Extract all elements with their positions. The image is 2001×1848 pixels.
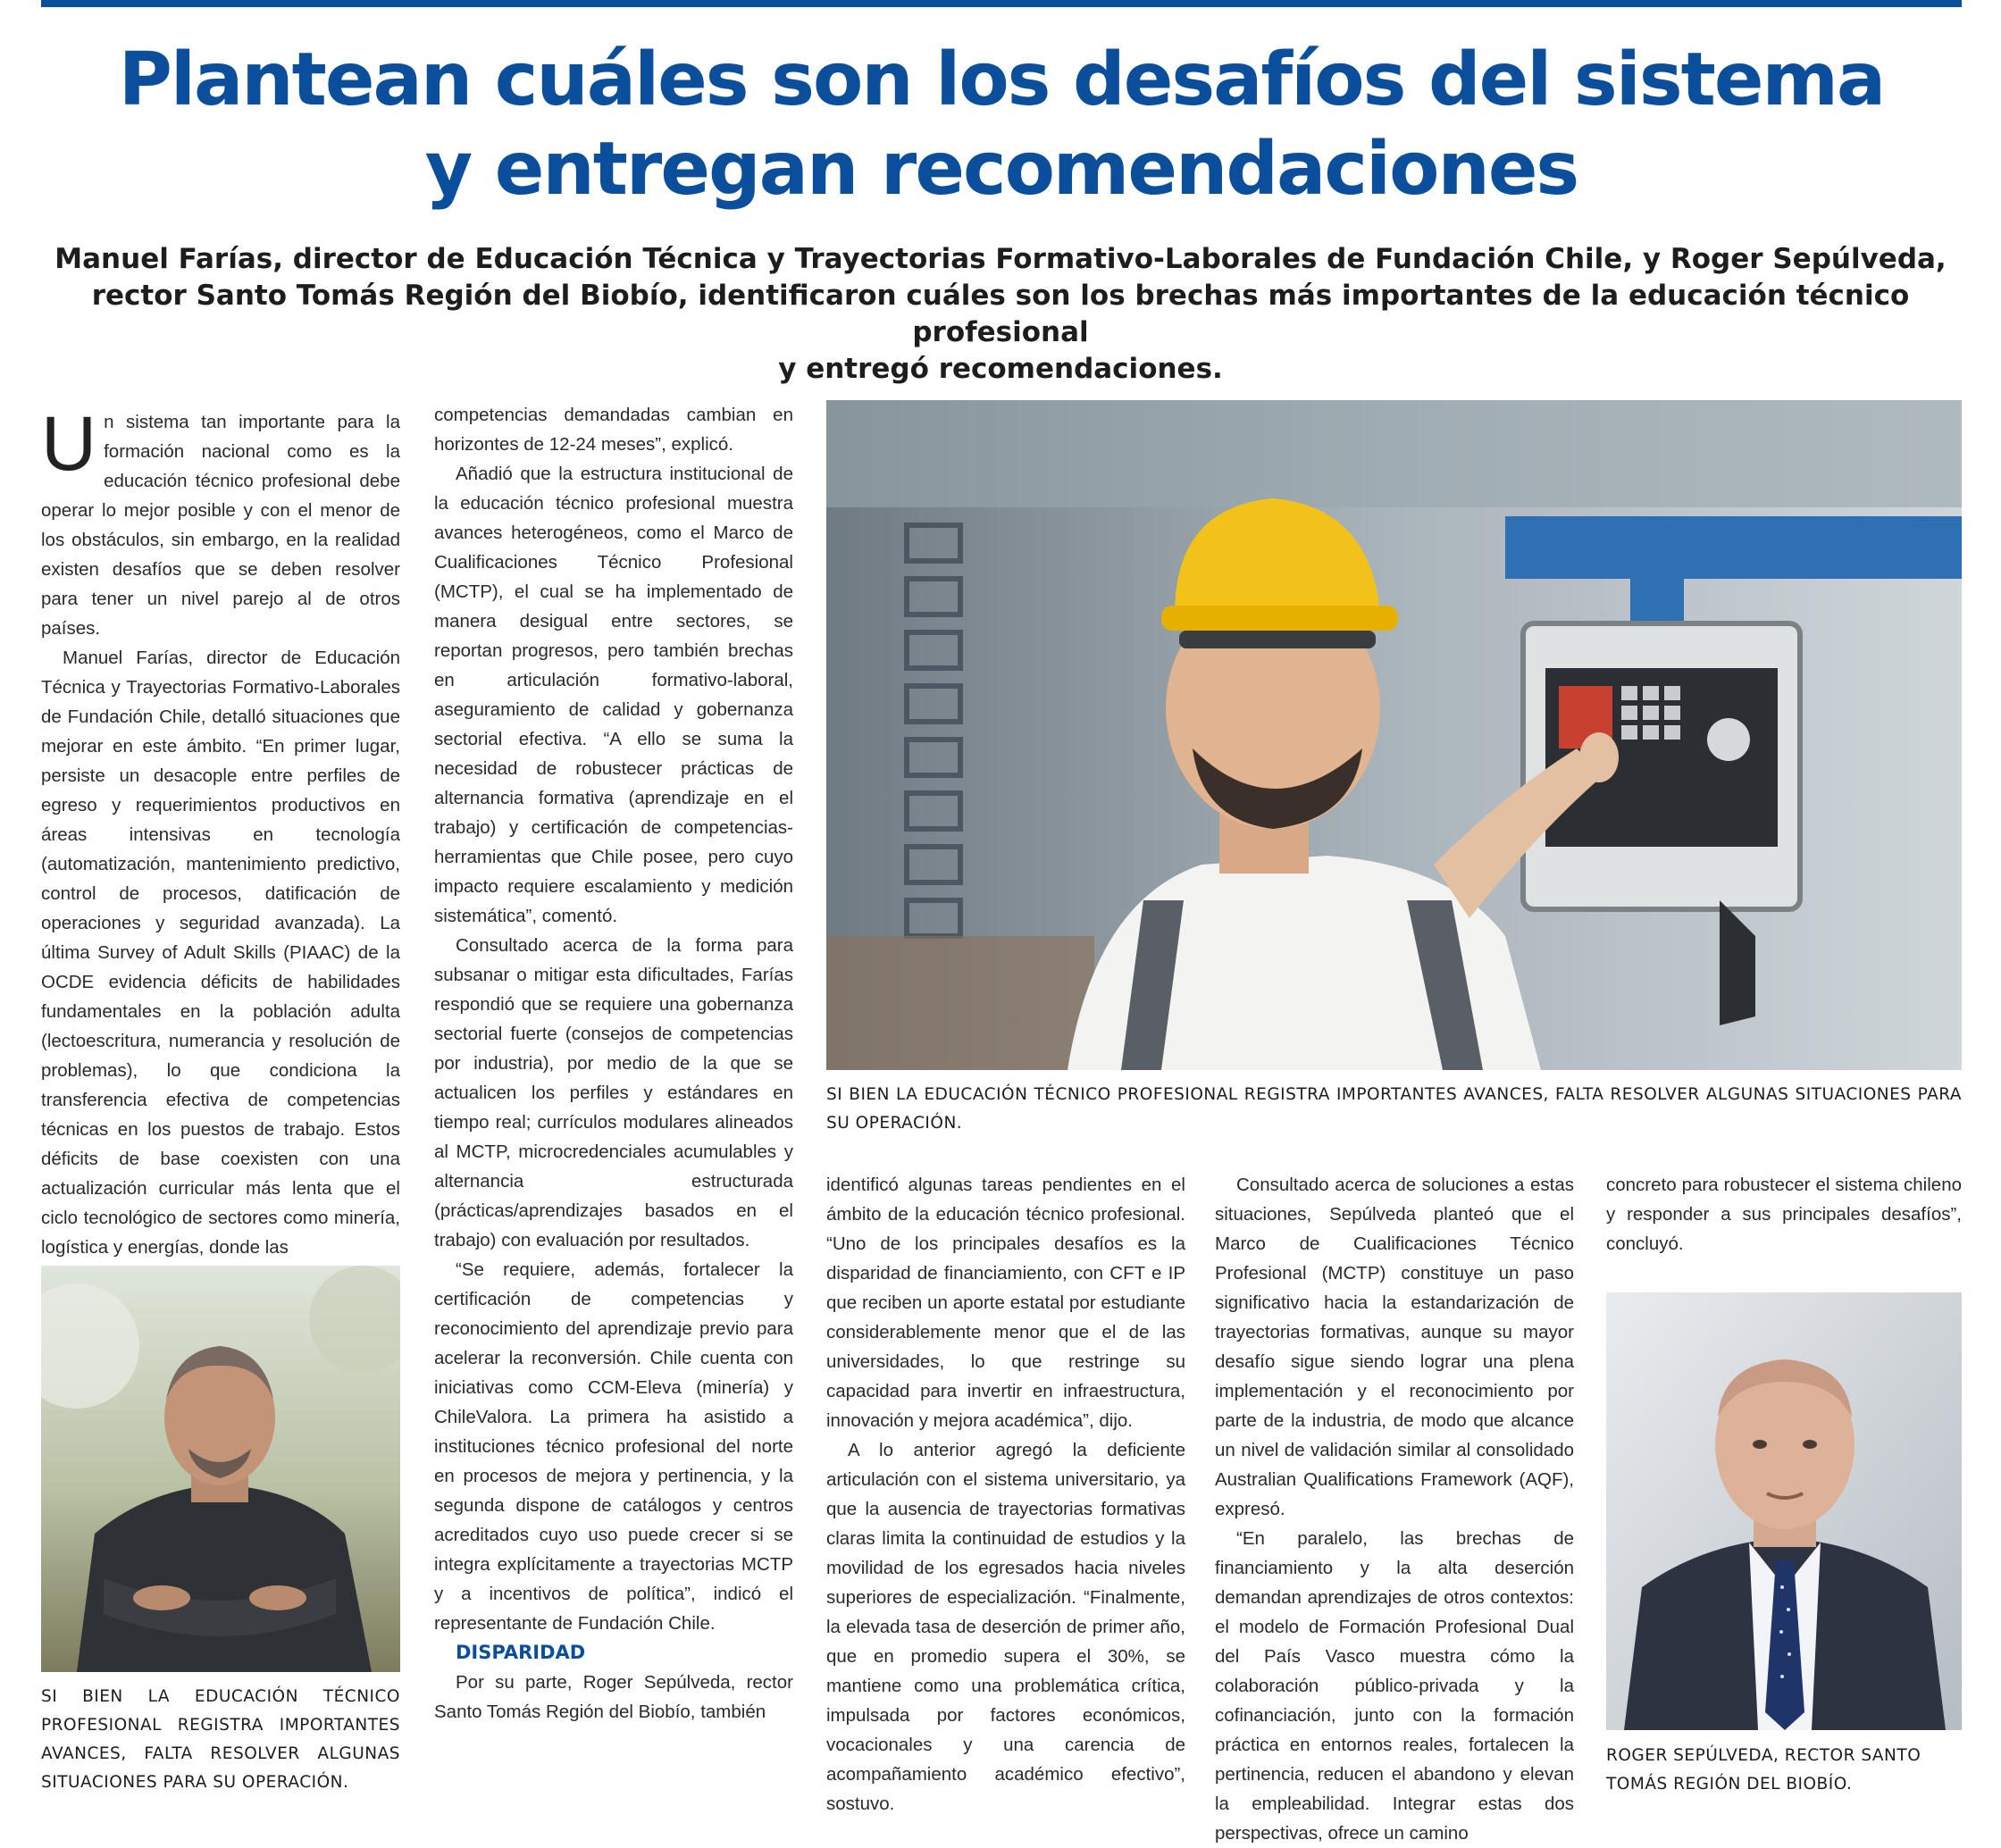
article-column-5 [1606, 1170, 1962, 1258]
column-1-paragraph-2: Manuel Farías, director de Educación Técnica y Trayectorias Formativo-Laborales de Fundación Chile, detalló situaciones que mejorar en este ámbito. “En primer lugar, persiste un desacople entre perfiles de egreso y requerimientos productivos en áreas intensivas en tecnología (automatización, mantenimiento predictivo, control de procesos, datificación de operaciones y seguridad avanzada). La última Survey of Adult Skills (PIAAC) de la OCDE evidencia déficits de habilidades fundamentales en la población adulta (lectoescritura, numerancia y resolución de problemas), lo que condiciona la transferencia efectiva de competencias técnicas en los puestos de trabajo. Estos déficits de base coexisten con una actualización curricular más lenta que el ciclo tecnológico de sectores como minería, logística y energías, donde las [41, 648, 400, 1258]
farias-photo-caption: SI BIEN LA EDUCACIÓN TÉCNICO PROFESIONAL REGISTRA IMPORTANTES AVANCES, FALTA RESOLVER ALGUNAS SITUACIONES PARA SU OPERACIÓN. [41, 1687, 400, 1792]
column-2-paragraph-5: Por su parte, Roger Sepúlveda, rector Santo Tomás Región del Biobío, también [434, 1672, 793, 1722]
headline-line-1: Plantean cuáles son los desafíos del sistema [118, 38, 1885, 122]
deck [54, 241, 1947, 388]
deck-line-2: rector Santo Tomás Región del Biobío, identificaron cuáles son los brechas más importantes de la educación técnico profesional [91, 280, 1910, 348]
headline [41, 36, 1962, 214]
headline-line-2: y entregan recomendaciones [424, 127, 1578, 212]
column-2-paragraph-4: “Se requiere, además, fortalecer la certificación de competencias y reconocimiento del aprendizaje previo para acelerar la reconversión. Chile cuenta con iniciativas como CCM-Eleva (minería) y ChileValora. La primera ha asistido a instituciones técnico profesional del norte en procesos de mejora y pertinencia, y la segunda dispone de catálogos y centros acreditados cuyo uso puede crecer si se integra explícitamente a trayectorias MCTP y a incentivos de política”, indicó el representante de Fundación Chile. [434, 1259, 793, 1634]
article-column-2 [434, 400, 793, 1727]
sepulveda-photo-caption: ROGER SEPÚLVEDA, RECTOR SANTO TOMÁS REGIÓN DEL BIOBÍO. [1606, 1746, 1921, 1794]
article-column-3 [826, 1170, 1185, 1819]
deck-line-3: y entregó recomendaciones. [778, 353, 1223, 385]
column-3-paragraph-1: identificó algunas tareas pendientes en el ámbito de la educación técnico profesional. “Uno de los principales desafíos es la disparidad de financiamiento, con CFT e IP que reciben un aporte estatal por estudiante considerablemente menor que el de las universidades, lo que restringe su capacidad para invertir en infraestructura, innovación y mejora académica”, dijo. [826, 1175, 1185, 1431]
column-4-paragraph-2: “En paralelo, las brechas de financiamiento y la alta deserción demandan aprendizajes de otros contextos: el modelo de Formación Profesional Dual del País Vasco muestra cómo la colaboración público-privada y la cofinanciación, junto con la formación práctica en entornos reales, fortalecen la pertinencia, reducen el abandono y elevan la empleabilidad. Integrar estas dos perspectivas, ofrece un camino [1215, 1528, 1574, 1844]
column-2-paragraph-3: Consultado acerca de la forma para subsanar o mitigar esta dificultades, Farías respondió que se requiere una gobernanza sectorial fuerte (consejos de competencias por industria), por medio de la que se actualicen los perfiles y estándares en tiempo real; currículos modulares alineados al MCTP, microcredenciales acumulables y alternancia estructurada (prácticas/aprendizajes basados en el trabajo) con evaluación por resultados. [434, 935, 793, 1250]
article-column-4 [1215, 1170, 1574, 1848]
main-photo-caption: SI BIEN LA EDUCACIÓN TÉCNICO PROFESIONAL REGISTRA IMPORTANTES AVANCES, FALTA RESOLVER ALGUNAS SITUACIONES PARA SU OPERACIÓN. [826, 1085, 1962, 1133]
drop-cap: U [41, 401, 97, 487]
top-rule [41, 0, 1962, 7]
column-5-paragraph-1: concreto para robustecer el sistema chileno y responder a sus principales desafíos”, concluyó. [1606, 1175, 1962, 1254]
article-column-1 [41, 401, 400, 1262]
column-1-paragraph-1: Un sistema tan importante para la formación nacional como es la educación técnico profesional debe operar lo mejor posible y con el menor de los obstáculos, sin embargo, en la realidad existen desafíos que se deben resolver para tener un nivel parejo al de otros países. [41, 401, 400, 639]
deck-line-1: Manuel Farías, director de Educación Técnica y Trayectorias Formativo-Laborales de Fundación Chile, y Roger Sepúlveda, [54, 243, 1947, 275]
column-2-paragraph-2: Añadió que la estructura institucional de la educación técnico profesional muestra avances heterogéneos, como el Marco de Cualificaciones Técnico Profesional (MCTP), el cual se ha implementado de manera desigual entre sectores, se reportan progresos, pero también brechas en articulación formativo-laboral, aseguramiento de calidad y gobernanza sectorial efectiva. “A ello se suma la necesidad de robustecer prácticas de alternancia formativa (aprendizaje en el trabajo) y certificación de competencias-herramientas que Chile posee, pero cuyo impacto requiere escalamiento y medición sistemática”, comentó. [434, 464, 793, 926]
sepulveda-photo [1606, 1292, 1962, 1730]
column-3-paragraph-2: A lo anterior agregó la deficiente articulación con el sistema universitario, ya que la ausencia de trayectorias formativas claras limita la continuidad de estudios y la movilidad de los egresados hacia niveles superiores de especialización. “Finalmente, la elevada tasa de deserción de primer año, que en promedio supera el 30%, se mantiene como una problemática crítica, impulsada por factores económicos, vocacionales y una carencia de acompañamiento académico efectivo”, sostuvo. [826, 1440, 1185, 1814]
section-subhead: DISPARIDAD [456, 1642, 586, 1663]
farias-photo [41, 1266, 400, 1672]
column-4-paragraph-1: Consultado acerca de soluciones a estas situaciones, Sepúlveda planteó que el Marco de Cualificaciones Técnico Profesional (MCTP) constituye un paso significativo hacia la estandarización de trayectorias formativas, aunque su mayor desafío sigue siendo lograr una plena implementación y el reconocimiento por parte de la industria, de modo que alcance un nivel de validación similar al consolidado Australian Qualifications Framework (AQF), expresó. [1215, 1175, 1574, 1519]
column-2-paragraph-1: competencias demandadas cambian en horizontes de 12-24 meses”, explicó. [434, 405, 793, 455]
main-photo [826, 400, 1962, 1070]
